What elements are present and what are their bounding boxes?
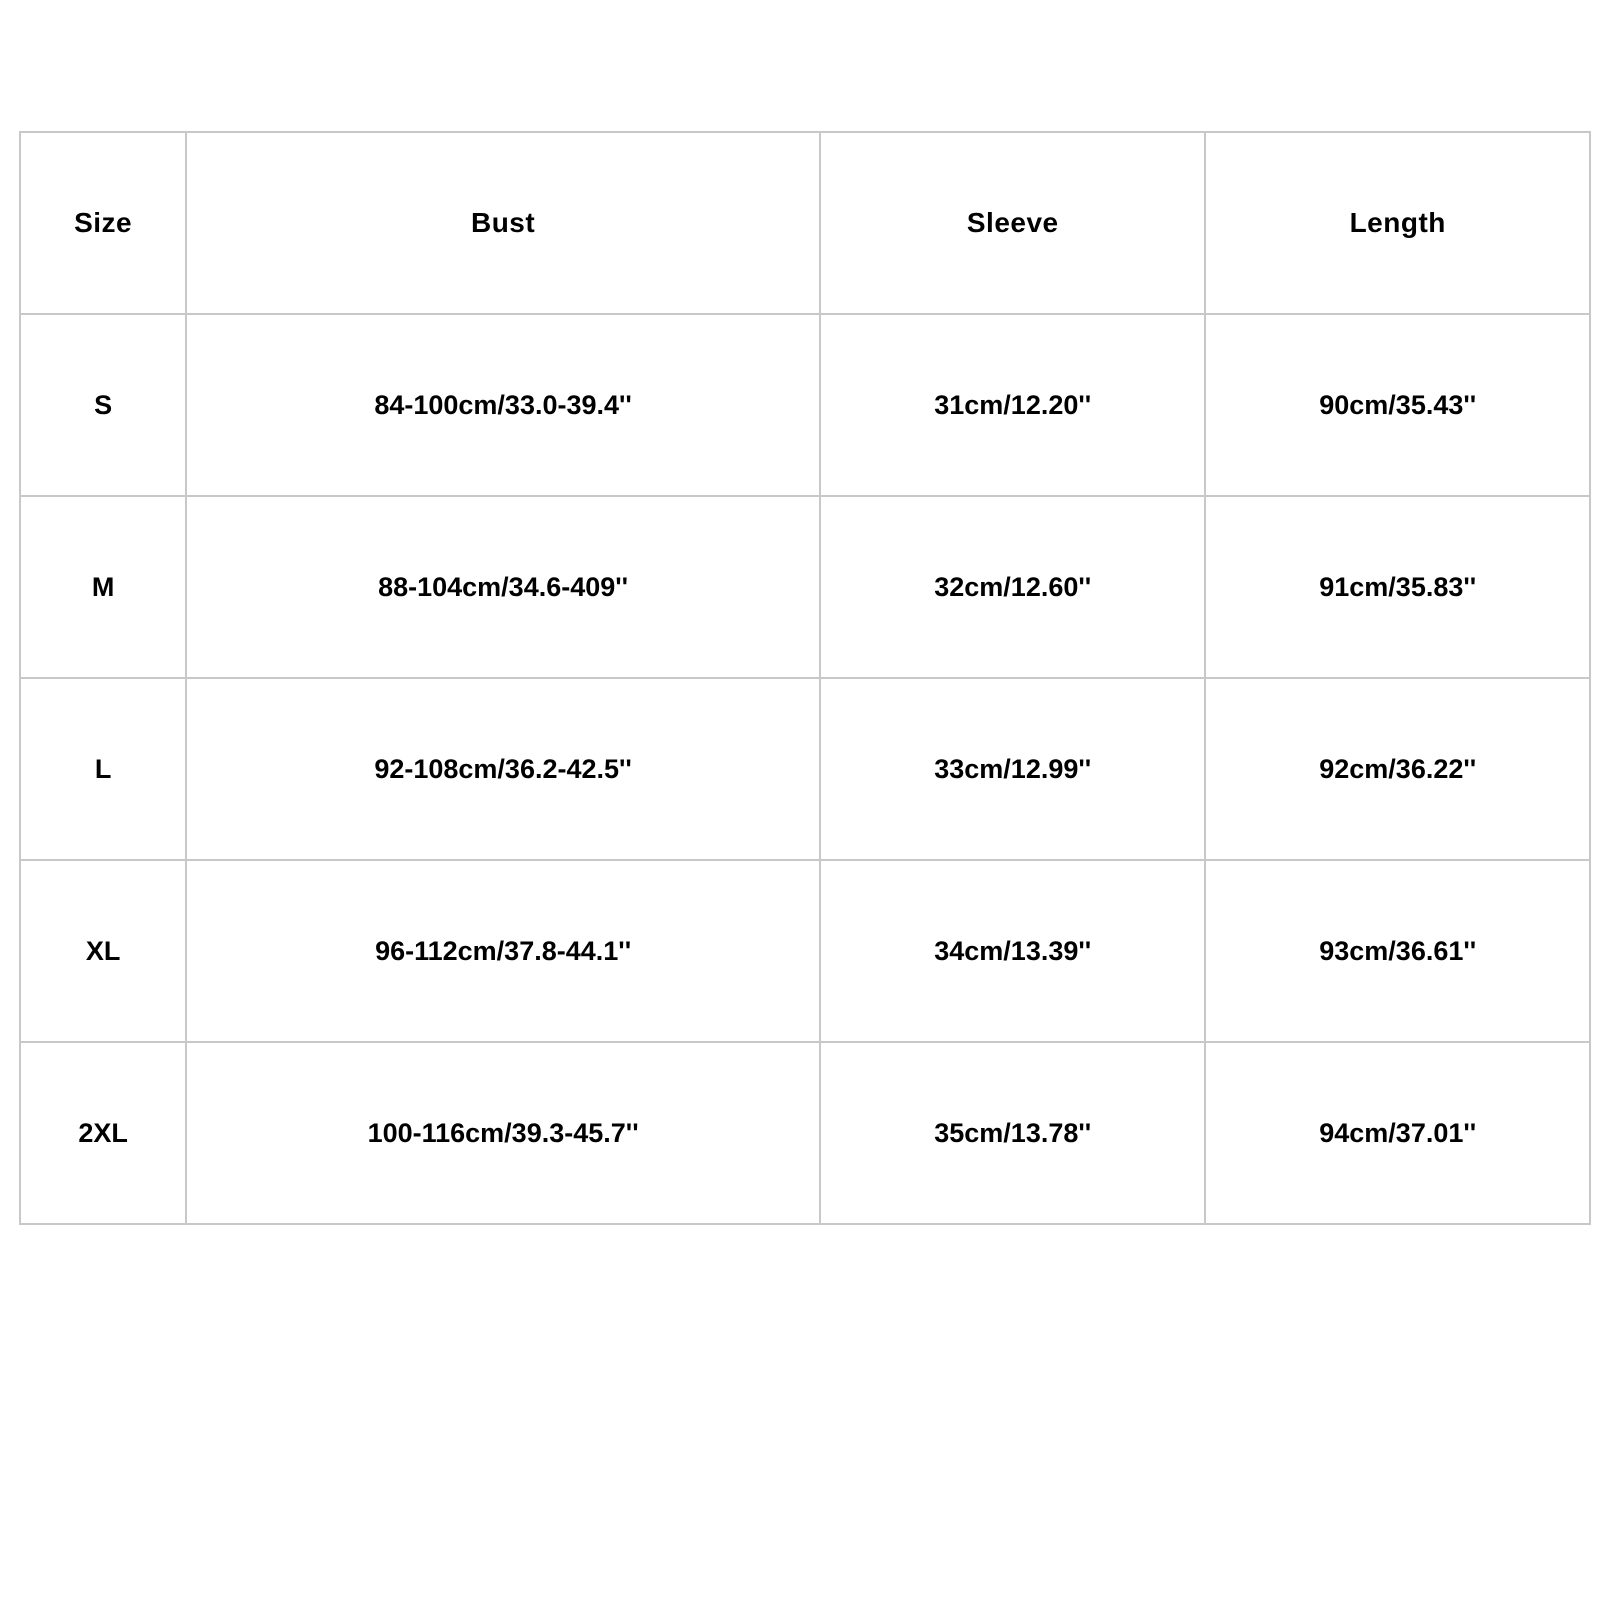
header-size: Size: [20, 132, 186, 314]
cell-length: 90cm/35.43'': [1205, 314, 1590, 496]
header-length: Length: [1205, 132, 1590, 314]
cell-bust: 92-108cm/36.2-42.5'': [186, 678, 820, 860]
cell-bust: 84-100cm/33.0-39.4'': [186, 314, 820, 496]
table-row: [20, 496, 1590, 678]
cell-sleeve: 34cm/13.39'': [820, 860, 1205, 1042]
cell-sleeve: 32cm/12.60'': [820, 496, 1205, 678]
cell-sleeve: 33cm/12.99'': [820, 678, 1205, 860]
header-bust: Bust: [186, 132, 820, 314]
cell-sleeve: 31cm/12.20'': [820, 314, 1205, 496]
cell-length: 94cm/37.01'': [1205, 1042, 1590, 1224]
cell-length: 92cm/36.22'': [1205, 678, 1590, 860]
header-sleeve: Sleeve: [820, 132, 1205, 314]
cell-size: 2XL: [20, 1042, 186, 1224]
cell-sleeve: 35cm/13.78'': [820, 1042, 1205, 1224]
cell-length: 93cm/36.61'': [1205, 860, 1590, 1042]
cell-bust: 96-112cm/37.8-44.1'': [186, 860, 820, 1042]
table-row: [20, 860, 1590, 1042]
table-header-row: [20, 132, 1590, 314]
table-row: [20, 1042, 1590, 1224]
cell-length: 91cm/35.83'': [1205, 496, 1590, 678]
cell-size: M: [20, 496, 186, 678]
table-row: [20, 678, 1590, 860]
cell-size: S: [20, 314, 186, 496]
table-row: [20, 314, 1590, 496]
cell-size: XL: [20, 860, 186, 1042]
cell-bust: 88-104cm/34.6-409'': [186, 496, 820, 678]
size-chart-table: [19, 131, 1591, 1225]
cell-size: L: [20, 678, 186, 860]
cell-bust: 100-116cm/39.3-45.7'': [186, 1042, 820, 1224]
